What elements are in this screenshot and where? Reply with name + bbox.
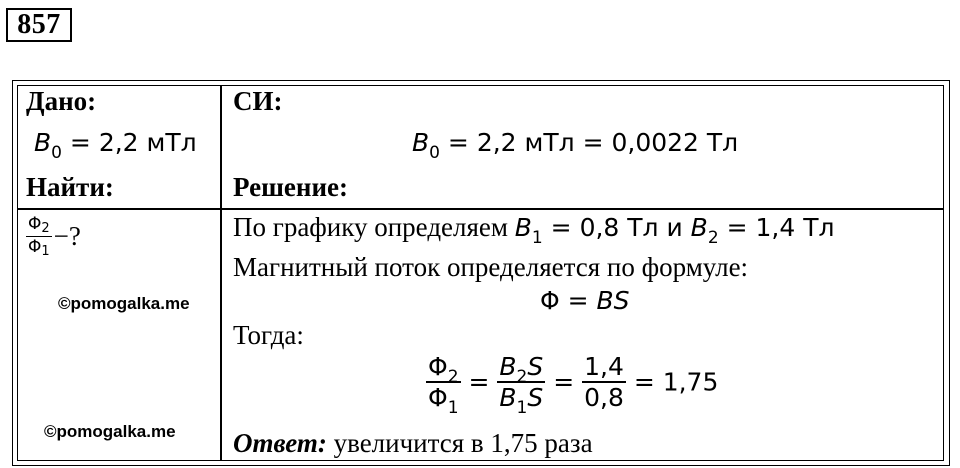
ratio-equation bbox=[426, 352, 719, 418]
find-num-sub: 2 bbox=[41, 221, 50, 236]
given-b0-sub: 0 bbox=[51, 143, 62, 163]
row-divider bbox=[17, 208, 944, 210]
ratio-value-fraction bbox=[582, 352, 626, 412]
watermark-top: ©pomogalka.me bbox=[58, 294, 190, 313]
si-conversion bbox=[412, 128, 739, 163]
find-suffix: −? bbox=[53, 221, 81, 251]
solution-line-1 bbox=[233, 212, 835, 248]
watermark-bottom: ©pomogalka.me bbox=[44, 422, 176, 441]
ratio-eq-1: = bbox=[468, 367, 490, 397]
then-label: Тогда: bbox=[233, 320, 304, 350]
b2-sub: 2 bbox=[707, 228, 719, 248]
given-b0 bbox=[34, 128, 197, 163]
find-num-symbol: Φ bbox=[28, 214, 42, 234]
find-expression bbox=[26, 214, 81, 259]
find-den-symbol: Φ bbox=[28, 237, 42, 257]
si-b0-sub: 0 bbox=[429, 143, 440, 163]
ratio-eq-2: = bbox=[553, 367, 575, 397]
b2-symbol: B bbox=[690, 213, 708, 242]
ratio-b1s-s: S bbox=[527, 383, 544, 412]
find-den-sub: 1 bbox=[41, 244, 50, 259]
flux-formula-rhs: BS bbox=[596, 286, 630, 315]
answer-label: Ответ: bbox=[233, 428, 327, 458]
si-heading: СИ: bbox=[233, 86, 283, 116]
flux-formula-lhs: Φ = bbox=[540, 286, 597, 315]
solution-line-1-prefix: По графику определяем bbox=[233, 212, 515, 242]
given-heading: Дано: bbox=[26, 86, 97, 116]
ratio-b2s-b: B bbox=[499, 352, 517, 381]
ratio-flux-fraction bbox=[426, 352, 461, 418]
answer-text: увеличится в 1,75 раза bbox=[326, 428, 593, 458]
find-fraction bbox=[26, 214, 52, 259]
answer bbox=[233, 428, 593, 459]
b1-sub: 1 bbox=[531, 228, 543, 248]
problem-number: 857 bbox=[6, 8, 72, 42]
ratio-num-value: 1,4 bbox=[584, 352, 624, 381]
si-conversion-value: = 2,2 мТл = 0,0022 Тл bbox=[439, 128, 739, 157]
solution-heading: Решение: bbox=[233, 172, 348, 202]
ratio-den-value: 0,8 bbox=[584, 383, 624, 412]
ratio-bs-fraction bbox=[497, 352, 545, 418]
column-divider bbox=[220, 85, 222, 461]
ratio-result: = 1,75 bbox=[633, 367, 719, 397]
ratio-f2-sub: 2 bbox=[447, 367, 459, 387]
flux-formula bbox=[540, 286, 630, 315]
ratio-b1s-sub: 1 bbox=[516, 398, 528, 418]
b1-value: = 0,8 Тл и bbox=[542, 213, 691, 242]
ratio-f1: Φ bbox=[428, 383, 448, 412]
si-b0-symbol: B bbox=[412, 128, 430, 157]
ratio-b2s-sub: 2 bbox=[516, 367, 528, 387]
ratio-b1s-b: B bbox=[499, 383, 517, 412]
ratio-b2s-s: S bbox=[527, 352, 544, 381]
b2-value: = 1,4 Тл bbox=[718, 213, 835, 242]
solution-line-2: Магнитный поток определяется по формуле: bbox=[233, 252, 749, 282]
given-b0-symbol: B bbox=[34, 128, 52, 157]
b1-symbol: B bbox=[514, 213, 532, 242]
ratio-f1-sub: 1 bbox=[447, 398, 459, 418]
find-heading: Найти: bbox=[26, 172, 114, 202]
given-b0-value: = 2,2 мТл bbox=[61, 128, 197, 157]
ratio-f2: Φ bbox=[428, 352, 448, 381]
